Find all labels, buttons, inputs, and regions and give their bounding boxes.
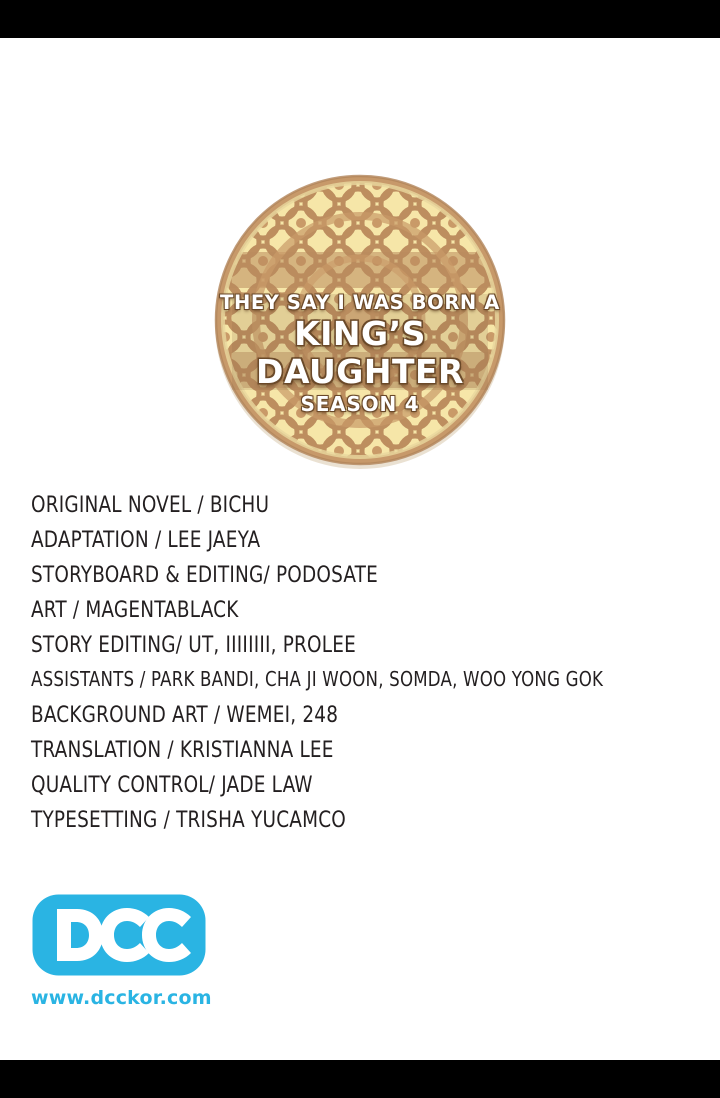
site-url[interactable]: www.dcckor.com <box>31 987 212 1009</box>
page-canvas <box>0 38 720 1060</box>
credit-line: ASSISTANTS / PARK BANDI, CHA JI WOON, SOMDA, WOO YONG GOK <box>31 668 604 692</box>
credit-line: BACKGROUND ART / WEMEI, 248 <box>31 701 339 728</box>
emblem-artwork <box>206 166 514 474</box>
series-emblem <box>206 166 514 474</box>
credit-line: ORIGINAL NOVEL / BICHU <box>31 491 270 518</box>
credit-line: ART / MAGENTABLACK <box>31 596 239 623</box>
title-line-3: SEASON 4 <box>300 392 420 416</box>
title-line-1: THEY SAY I WAS BORN A <box>220 291 500 314</box>
dcc-logo-icon <box>31 893 207 977</box>
credit-line: QUALITY CONTROL/ JADE LAW <box>31 771 313 798</box>
footer-branding <box>31 893 331 1009</box>
credit-line: ADAPTATION / LEE JAEYA <box>31 526 261 553</box>
credit-line: STORYBOARD & EDITING/ PODOSATE <box>31 561 378 588</box>
credit-line: TRANSLATION / KRISTIANNA LEE <box>31 736 334 763</box>
credit-line: STORY EDITING/ UT, IIIIIIII, PROLEE <box>31 631 356 658</box>
credits-list <box>31 486 691 836</box>
credit-line: TYPESETTING / TRISHA YUCAMCO <box>31 806 347 833</box>
title-line-2: KING’S DAUGHTER <box>256 314 464 391</box>
